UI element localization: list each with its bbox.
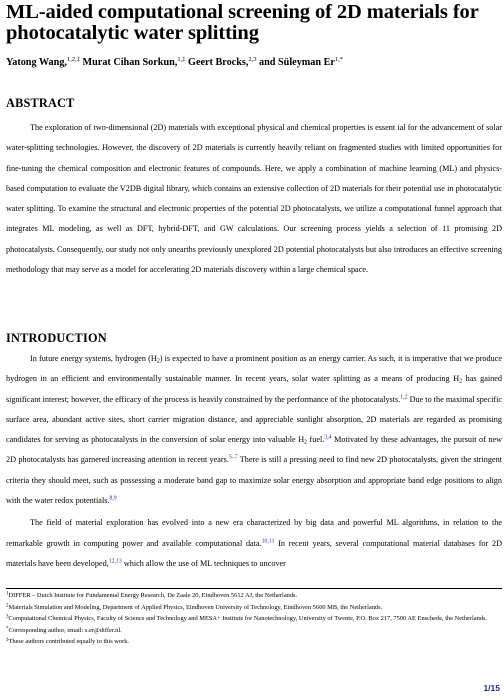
text-span: which allow the use of ML techniques to uncover (121, 558, 286, 568)
citation-link[interactable]: 10,11 (261, 538, 275, 545)
footnote-marker: 3 (6, 614, 9, 620)
footnote-text: DIFFER – Dutch Institute for Fundamental Energy Research, De Zaale 20, Eindhoven 5612 AJ, the Netherlands. (8, 592, 298, 599)
introduction-heading: INTRODUCTION (6, 331, 107, 345)
author-affiliation: 1,2,‡ (66, 56, 80, 63)
author-name: Murat Cihan Sorkun, (79, 57, 178, 68)
footnote-equal-contribution (6, 636, 502, 648)
footnote-text: Corresponding author, email: s.er@differ.nl. (8, 626, 122, 634)
abstract-body (6, 118, 502, 280)
footnote-marker: 2 (6, 603, 9, 609)
footnote-text: These authors contributed equally to this work. (8, 638, 130, 646)
paper-title: ML-aided computational screening of 2D materials for photocatalytic water splitting (6, 1, 479, 44)
abstract-heading: ABSTRACT (6, 96, 75, 110)
author-affiliation: 1,* (334, 56, 344, 63)
text-span: There is still a pressing need to find new 2D photocatalysts, given the stringent criteria they should meet, such as possessing a moderate band gap to maximize solar energy absorption and appropriate band edge positions to align with the water redox potentials. (6, 455, 502, 506)
text-span: The field of material exploration has evolved into a new era characterized by big data and powerful ML algorithms, in relation to the remarkable growth in computing power and available computational data. (6, 518, 502, 548)
footnotes (6, 590, 502, 648)
footnote-affiliation-3 (6, 613, 502, 625)
footnote-marker: ‡ (6, 637, 9, 643)
text-span: Due to the maximal specific surface area, abundant active sites, short carrier migration distance, and appreciable sunlight absorption, 2D materials are regarded as promising candidates for serving as photocatalysts in the conversion of solar energy into valuable H (6, 394, 503, 445)
citation-link[interactable]: 5–7 (228, 454, 238, 461)
footnote-marker: * (6, 626, 9, 632)
text-span: In recent years, several computational material databases for 2D materials have been developed, (6, 538, 502, 568)
author-affiliation: 2,3 (248, 56, 257, 63)
footnote-affiliation-2 (6, 602, 502, 614)
citation-link[interactable]: 12,13 (108, 558, 122, 565)
page-number: 1/15 (483, 683, 500, 693)
intro-paragraph-1 (6, 349, 502, 511)
footnote-corresponding-author (6, 625, 502, 637)
citation-link[interactable]: 1,2 (400, 394, 408, 401)
intro-paragraph-2 (6, 513, 502, 574)
citation-link[interactable]: 8,9 (109, 495, 117, 502)
text-span: In future energy systems, hydrogen (H (30, 354, 157, 363)
subscript: 2 (304, 439, 308, 446)
text-span: Motivated by these advantages, the pursuit of new 2D photocatalysts has garnered increasing attention in recent years. (6, 435, 502, 465)
author-name: Geert Brocks, (185, 57, 249, 68)
introduction-body (6, 349, 502, 574)
abstract-paragraph: The exploration of two-dimensional (2D) materials with exceptional physical and chemical properties is essent ial for the advancement of solar water-splitting technologies. However, the discovery of 2D materials is currently heavily reliant on fragmented studies with limited opportunities for fine-tuning the chemical composition and electronic features of compounds. Here, we apply a combination of machine learning (ML) and physics-based computation to evaluate the V2DB digital library, which contains an extensive collection of 2D materials for their potential use in photocatalytic water splitting. To examine the structural and electronic properties of the potential 2D photocatalysts, we utilize a computational funnel approach that integrates ML modeling, as well as DFT, hybrid-DFT, and GW calculations. Our screening process yields a selection of 11 promising 2D photocatalysts. Consequently, our study not only unearths previously unexplored 2D potential photocatalysts but also introduces an effective screening methodology that may serve as a model for accelerating 2D materials discovery within a large chemical space. (6, 123, 502, 275)
footnote-affiliation-1 (6, 590, 502, 602)
author-name: and Süleyman Er (256, 57, 335, 68)
author-list (6, 56, 343, 68)
citation-link[interactable]: 3,4 (324, 434, 332, 441)
footnote-text: Computational Chemical Physics, Faculty of Science and Technology and MESA+ Institute for Nanotechnology, University of Twente, P.O. Box 217, 7500 AE Enschede, the Netherlands. (8, 615, 488, 623)
text-span: has gained significant interest; however, the efficacy of the process is heavily constrained by the performance of the photocatalysts. (6, 374, 502, 404)
subscript: 2 (459, 378, 463, 385)
text-span: fuel. (307, 435, 325, 445)
footnote-text: Materials Simulation and Modeling, Department of Applied Physics, Eindhoven University of Technology, Eindhoven 5600 MB, the Netherlands. (8, 603, 383, 611)
footnote-divider (6, 588, 502, 589)
subscript: 2 (156, 358, 160, 365)
author-affiliation: 1,‡ (177, 56, 186, 63)
footnote-marker: 1 (6, 591, 9, 597)
author-name: Yatong Wang, (6, 57, 67, 68)
text-span: ) is expected to have a prominent position as an energy carrier. As such, it is imperative that we produce hydrogen in an efficient and environmentally sustainable manner. In recent years, solar water splitting as a means of producing H (6, 354, 502, 384)
